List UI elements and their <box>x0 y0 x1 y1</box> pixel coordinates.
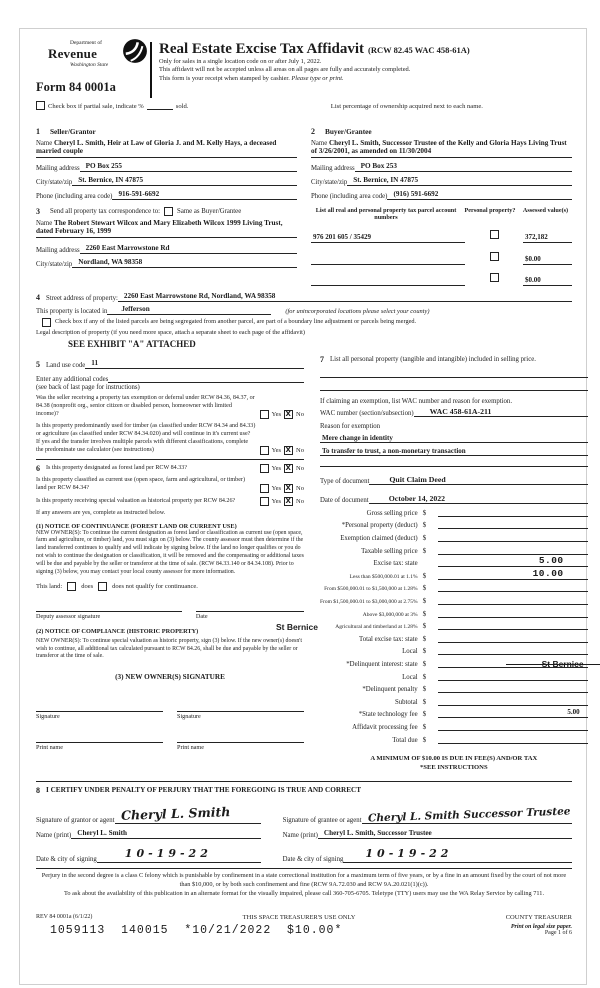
segregated-label: Check box if any of the listed parcels are being segregated from another parcel, are part of a boundary line adjustment or parcels being merged. <box>55 317 417 325</box>
no-label: No <box>296 464 304 472</box>
dept-of-label: Department of <box>70 40 102 46</box>
section-6-number: 6 <box>36 463 40 473</box>
seller-phone-field[interactable]: 916-591-6692 <box>112 190 297 200</box>
yes-checkbox[interactable] <box>260 497 269 506</box>
personal-property-deduct-field[interactable] <box>438 519 588 529</box>
personal-property-intro: List all personal property (tangible and intangible) included in selling price. <box>330 356 536 364</box>
personal-property-checkbox[interactable] <box>490 230 499 239</box>
grantee-signature-script: Cheryl L. Smith Successor Trustee <box>367 805 571 825</box>
grantor-signing-block <box>36 799 261 863</box>
grantee-date-label: Date & city of signing <box>282 856 344 864</box>
no-checkbox[interactable] <box>284 497 293 506</box>
grantor-signature-script: Cheryl L. Smith <box>120 804 231 824</box>
tax-row: Total excise tax: state $ <box>320 633 588 643</box>
dor-swirl-icon <box>122 38 148 64</box>
seller-name-label: Name <box>36 140 53 147</box>
seller-phone-label: Phone (including area code) <box>36 193 113 200</box>
st-bernice-struck-stamp: St Bernice <box>541 658 584 669</box>
seller-mailing-label: Mailing address <box>36 165 80 172</box>
tax-row: From $1,500,000.01 to $3,000,000 at 2.75% $ <box>320 595 588 605</box>
partial-sale-label: Check box if partial sale, indicate % <box>48 103 144 110</box>
grantor-date-label: Date & city of signing <box>36 856 97 864</box>
personal-property-field[interactable] <box>320 365 588 378</box>
no-checkbox[interactable] <box>284 410 293 419</box>
date-of-document-label: Date of document <box>320 497 369 505</box>
ownership-note: List percentage of ownership acquired next to each name. <box>330 103 483 110</box>
grantee-print-name-label: Name (print) <box>282 832 318 840</box>
additional-codes-note: (see back of last page for instructions) <box>36 384 140 392</box>
county-field[interactable]: Jefferson <box>107 305 271 315</box>
right-column <box>320 355 588 773</box>
segregated-checkbox[interactable] <box>42 318 51 327</box>
no-checkbox[interactable] <box>284 484 293 493</box>
st-bernice-stamp: St Bernice <box>275 621 318 632</box>
question-row <box>36 497 304 506</box>
correspondence-mailing-field[interactable]: 2260 East Marrowstone Rd <box>80 244 297 254</box>
grantee-signature-field[interactable] <box>362 805 573 824</box>
parcel-row <box>311 268 572 286</box>
grantor-date-field[interactable] <box>97 844 261 863</box>
print-name-label: Print name <box>177 744 204 752</box>
tax-row: Local $ <box>320 645 588 655</box>
street-address-field[interactable]: 2260 East Marrowstone Rd, Nordland, WA 98358 <box>118 292 572 302</box>
tax-row: Excise tax: state 5.00 <box>320 557 588 567</box>
agricultural-timberland-field[interactable] <box>438 620 588 630</box>
does-label: does <box>81 582 94 590</box>
print-name-label: Print name <box>36 744 63 752</box>
yes-label: Yes <box>271 446 282 454</box>
form-title-rcw: (RCW 82.45 WAC 458-61A) <box>368 45 470 55</box>
section-1-number: 1 <box>36 127 40 136</box>
question-row <box>36 423 304 455</box>
no-checkbox[interactable] <box>284 446 293 455</box>
state-technology-fee-value: 5.00 <box>567 708 580 717</box>
grantee-signing-block <box>283 799 572 863</box>
grantee-signature-label: Signature of grantee or agent <box>282 817 362 825</box>
buyer-name-label: Name <box>311 140 328 147</box>
tax-row: Total due $ <box>320 734 588 744</box>
perjury-text: Perjury in the second degree is a class C felony which is punishable by confinement in a state correctional institution for a maximum term of five years, or by a fine in an amount fixed by the court of not more than $10,000, or by both such confinement and fine (RCW 9A.72.030 and RCW 9A.20.021(1)(c)). <box>41 872 567 888</box>
type-or-print-note: Please type or print. <box>291 74 344 82</box>
header-note-1: Only for sales in a single location code on or after July 1, 2022. <box>159 58 322 65</box>
no-label: No <box>296 446 304 454</box>
section-buyer <box>311 121 572 200</box>
exemption-reason-field[interactable]: Mere change in identity <box>320 433 588 443</box>
personal-property-checkbox[interactable] <box>490 252 499 261</box>
parcel-row <box>311 247 572 265</box>
parcel-row <box>311 225 572 243</box>
new-owner-signature-heading: (3) NEW OWNER(S) SIGNATURE <box>115 673 225 682</box>
notice-2-heading: (2) NOTICE OF COMPLIANCE (HISTORIC PROPERTY) <box>36 627 199 635</box>
parcel-number-field[interactable]: 976 201 605 / 35429 <box>311 233 465 243</box>
section-property <box>36 292 572 349</box>
continuance-row <box>36 582 304 591</box>
no-label: No <box>296 484 304 492</box>
grantor-print-name-label: Name (print) <box>36 832 72 840</box>
new-owner-print-name-field[interactable] <box>36 732 163 743</box>
grantor-date-script: 10-19-22 <box>124 847 212 861</box>
section-8-number: 8 <box>36 786 40 796</box>
correspondence-intro: Send all property tax correspondence to: <box>50 208 161 215</box>
form-title: Real Estate Excise Tax Affidavit <box>159 41 364 57</box>
delinquent-penalty-field[interactable] <box>438 683 588 693</box>
new-owner-signature-field[interactable] <box>177 701 304 712</box>
grantee-date-field[interactable] <box>343 844 572 863</box>
subtotal-field[interactable] <box>438 696 588 706</box>
correspondence-name-label: Name <box>36 220 53 227</box>
left-column <box>36 355 318 773</box>
section-3-number: 3 <box>36 207 40 216</box>
partial-sale-checkbox[interactable] <box>36 101 45 110</box>
notice-2-body: NEW OWNER(S): To continue special valuation as historic property, sign (3) below. If the new owner(s) doesn't wish to continue, all additional tax calculated pursuant to RCW 84.26, shall be due and payable by the seller or transferor at the time of sale. <box>36 637 302 660</box>
question-text: Is this property receiving special valuation as historical property per RCW 84.26? <box>36 497 236 504</box>
perjury-notice <box>36 868 572 898</box>
seller-name-value: Cheryl L. Smith, Heir at Law of Gloria J. and M. Kelly Hays, a deceased married couple <box>36 139 277 155</box>
treasurer-receipt-stamp: 1059113 140015 *10/21/2022 $10.00* <box>50 924 343 938</box>
print-note: Print on legal size paper. <box>510 924 572 931</box>
date-of-document-field[interactable]: October 14, 2022 <box>369 494 588 504</box>
street-address-label: Street address of property: <box>46 295 118 303</box>
question-text: Was the seller receiving a property tax exemption or deferral under RCW 84.36, 84.37, or 84.38 (nonprofit org., senior citizen or disabled person, homeowner with limited income)? <box>36 395 255 418</box>
deputy-assessor-signature-field[interactable] <box>36 601 182 612</box>
yes-checkbox[interactable] <box>260 484 269 493</box>
question-row <box>36 395 304 419</box>
parcel-number-field[interactable] <box>311 255 465 265</box>
exemption-note: If claiming an exemption, list WAC number and reason for exemption. <box>320 398 513 406</box>
legal-description-label: Legal description of property (if you need more space, attach a separate sheet to each page of the affidavit) <box>36 329 305 337</box>
section-2-number: 2 <box>311 127 315 136</box>
correspondence-city-field[interactable]: Nordland, WA 98358 <box>72 258 297 268</box>
section-correspondence <box>36 207 297 286</box>
yes-label: Yes <box>271 484 282 492</box>
tax-row: Agricultural and timberland at 1.28% $ <box>320 620 588 630</box>
section-5-number: 5 <box>36 360 40 370</box>
question-row <box>36 477 304 493</box>
page-number: Page 1 of 6 <box>544 930 572 937</box>
reason-for-exemption-label: Reason for exemption <box>320 423 381 431</box>
does-checkbox[interactable] <box>67 582 76 591</box>
deputy-assessor-signature-label: Deputy assessor signature <box>36 612 101 620</box>
land-use-row <box>36 359 304 369</box>
assessed-value-col-header: Assessed value(s) <box>522 207 569 214</box>
land-use-code-field[interactable]: 11 <box>85 359 304 369</box>
form-number: Form 84 0001a <box>36 80 116 94</box>
tax-row: Less than $500,000.01 at 1.1% $ 10.00 <box>320 570 588 580</box>
question-text: Is this property predominantly used for timber (as classified under RCW 84.34 and 84.33) or agriculture (as classified under RCW 84.34.020) and will continue in it's current use? If yes and the transfer involves multiple parcels with different classifications, complete the predominate use calculator (see instructions) <box>36 423 256 453</box>
no-label: No <box>296 411 304 419</box>
wac-number-field[interactable]: WAC 458-61A-211 <box>414 407 588 417</box>
seller-city-field[interactable]: St. Bernice, IN 47875 <box>72 176 297 186</box>
question-text: Is this property classified as current use (open space, farm and agricultural, or timber) land per RCW 84.34? <box>36 476 245 491</box>
exemption-reason-field[interactable]: To transfer to trust, a non-monetary transaction <box>320 446 588 456</box>
exemption-reason-field[interactable] <box>320 456 588 467</box>
dor-logo <box>36 40 144 68</box>
header-note-3: This form is your receipt when stamped by cashier. <box>159 74 290 82</box>
question-text: Is this property designated as forest land per RCW 84.33? <box>46 464 188 471</box>
revenue-wordmark: Revenue <box>48 46 98 61</box>
taxable-selling-price-field[interactable] <box>438 545 588 555</box>
yes-checkbox[interactable] <box>260 410 269 419</box>
section-1-title: Seller/Grantor <box>50 127 96 136</box>
rate-tier-4-field[interactable] <box>438 608 588 618</box>
buyer-phone-field[interactable]: (916) 591-6692 <box>387 190 572 200</box>
type-of-document-label: Type of document <box>320 478 370 486</box>
rev-number: REV 84 0001a (6/1/22) <box>36 914 93 921</box>
personal-property-col-header: Personal property? <box>464 207 516 214</box>
deputy-date-field[interactable] <box>196 601 304 612</box>
located-in-label: This property is located in <box>36 308 108 316</box>
does-not-label: does not qualify for continuance. <box>112 582 198 590</box>
buyer-mailing-field[interactable]: PO Box 253 <box>355 162 572 172</box>
total-excise-state-field[interactable] <box>438 633 588 643</box>
this-land-label: This land: <box>36 582 63 590</box>
tax-row: From $500,000.01 to $1,500,000 at 1.28% $ <box>320 582 588 592</box>
tax-row: Affidavit processing fee $ <box>320 721 588 731</box>
washington-state-label: Washington State <box>70 62 109 68</box>
gross-selling-price-field[interactable] <box>438 507 588 517</box>
parcel-table <box>311 207 572 286</box>
exemption-claimed-field[interactable] <box>438 532 588 542</box>
buyer-city-field[interactable]: St. Bernice, IN 47875 <box>347 176 572 186</box>
no-label: No <box>296 497 304 505</box>
tax-row: Taxable selling price $ <box>320 545 588 555</box>
does-not-checkbox[interactable] <box>98 582 107 591</box>
excise-tax-state-field[interactable] <box>438 557 588 567</box>
grantee-date-script: 10-19-22 <box>365 847 453 861</box>
correspondence-city-label: City/state/zip <box>36 261 73 268</box>
yes-checkbox[interactable] <box>260 446 269 455</box>
section-certify <box>36 781 572 795</box>
grantor-signature-field[interactable] <box>115 805 261 824</box>
section-4-number: 4 <box>36 293 40 303</box>
certify-statement: I CERTIFY UNDER PENALTY OF PERJURY THAT THE FOREGOING IS TRUE AND CORRECT <box>46 786 361 795</box>
accessibility-text: To ask about the availability of this publication in an alternate format for the visually impaired, please call 360-705-6705. Teletype (TTY) users may use the WA Relay Service by calling 711. <box>63 889 545 897</box>
rate-tier-3-field[interactable] <box>438 595 588 605</box>
tax-row: Exemption claimed (deduct) $ <box>320 532 588 542</box>
seller-city-label: City/state/zip <box>36 179 73 186</box>
same-as-buyer-label: Same as Buyer/Grantee <box>177 208 242 215</box>
tax-row: Above $3,000,000 at 3% $ <box>320 608 588 618</box>
delinquent-interest-local-field[interactable] <box>438 671 588 681</box>
yes-label: Yes <box>271 411 282 419</box>
tax-row: *Delinquent penalty $ <box>320 683 588 693</box>
buyer-phone-label: Phone (including area code) <box>311 193 388 200</box>
grantor-signature-label: Signature of grantor or agent <box>36 817 115 825</box>
county-note: (for unincorporated locations please select your county) <box>285 308 430 316</box>
correspondence-name-value: The Robert Stewart Wilcox and Mary Elizabeth Wilcox 1999 Living Trust, dated February 16, 1999 <box>36 219 283 235</box>
rate-tier-1-stamp-value: 10.00 <box>532 567 564 579</box>
new-owner-signature-field[interactable] <box>36 701 163 712</box>
excise-state-stamp-value: 5.00 <box>538 555 564 567</box>
section-6-divider <box>36 459 304 460</box>
county-treasurer-label: COUNTY TREASURER <box>505 914 572 922</box>
notice-1-body: NEW OWNER(S): To continue the current designation as forest land or classification as current use (open space, farm and agriculture, or timber) land, you must sign on (3) below. The county assessor must then determine if the land transferred continues to qualify and will indicate by signing below. If the land no longer qualifies or you do not wish to continue the designation or classification, it will be removed and the compensating or additional taxes will be due and payable by the seller or transferor at the time of sale. (RCW 84.33.140 or 84.34.108). Prior to signing (3) below, you may contact your local county assessor for more information. <box>36 529 304 575</box>
assessed-value-field[interactable]: $0.00 <box>523 276 572 286</box>
additional-codes-field[interactable] <box>108 373 304 383</box>
section-2-title: Buyer/Grantee <box>325 127 372 136</box>
partial-sale-row <box>36 101 572 110</box>
section-7-number: 7 <box>320 355 324 365</box>
total-excise-local-field[interactable] <box>438 645 588 655</box>
buyer-city-label: City/state/zip <box>311 179 348 186</box>
same-as-buyer-checkbox[interactable] <box>164 207 173 216</box>
signature-label: Signature <box>36 713 60 721</box>
form-footer <box>36 914 572 921</box>
assessed-value-field[interactable]: 372,182 <box>523 233 572 243</box>
tax-row: *Personal property (deduct) $ <box>320 519 588 529</box>
personal-property-field[interactable] <box>320 378 588 391</box>
buyer-name-value: Cheryl L. Smith, Successor Trustee of the Kelly and Gloria Hays Living Trust of 3/26/2001, as amended on 11/30/2004 <box>311 139 567 155</box>
tax-row: Local $ <box>320 671 588 681</box>
wac-number-label: WAC number (section/subsection) <box>320 410 414 418</box>
seller-mailing-field[interactable]: PO Box 255 <box>80 162 297 172</box>
followup-note: If any answers are yes, complete as instructed below. <box>36 509 166 516</box>
signature-label: Signature <box>177 713 201 721</box>
assessed-value-field[interactable]: $0.00 <box>523 255 572 265</box>
grantee-print-name-field[interactable]: Cheryl L. Smith, Successor Trustee <box>318 829 572 839</box>
header-divider <box>150 42 152 98</box>
additional-codes-label: Enter any additional codes <box>36 376 109 384</box>
rate-tier-2-field[interactable] <box>438 582 588 592</box>
see-instructions-note: *SEE INSTRUCTIONS <box>420 764 488 772</box>
no-checkbox[interactable] <box>284 464 293 473</box>
correspondence-mailing-label: Mailing address <box>36 247 80 254</box>
minimum-due-note: A MINIMUM OF $10.00 IS DUE IN FEE(S) AND/OR TAX <box>370 754 538 762</box>
yes-label: Yes <box>271 464 282 472</box>
deputy-date-label: Date <box>195 612 208 620</box>
total-due-field[interactable] <box>438 734 588 744</box>
buyer-mailing-label: Mailing address <box>311 165 355 172</box>
tax-row: *State technology fee $ 5.00 <box>320 708 588 718</box>
partial-sale-percent-field[interactable] <box>147 102 173 110</box>
parcel-number-field[interactable] <box>311 276 465 286</box>
yes-checkbox[interactable] <box>260 464 269 473</box>
tax-row: Subtotal $ <box>320 696 588 706</box>
delinquent-interest-state-field[interactable] <box>438 658 588 668</box>
treasurer-use-label: THIS SPACE TREASURER'S USE ONLY <box>242 914 356 922</box>
type-of-document-field[interactable]: Quit Claim Deed <box>369 475 587 485</box>
form-header <box>36 40 572 98</box>
tax-row: *Delinquent interest: state $ St Bernice <box>320 658 588 668</box>
yes-label: Yes <box>271 497 282 505</box>
state-technology-fee-field[interactable] <box>438 708 588 718</box>
grantor-print-name-field[interactable]: Cheryl L. Smith <box>71 829 260 839</box>
land-use-label: Land use code <box>46 362 86 370</box>
parcel-col-header: List all real and personal property tax parcel account numbers <box>315 207 457 222</box>
personal-property-checkbox[interactable] <box>490 273 499 282</box>
new-owner-print-name-field[interactable] <box>177 732 304 743</box>
header-note-2: This affidavit will not be accepted unless all areas on all pages are fully and accurately completed. <box>159 66 411 74</box>
section-seller <box>36 121 297 200</box>
legal-description-value: SEE EXHIBIT "A" ATTACHED <box>68 339 196 350</box>
question-row <box>36 464 304 473</box>
partial-sale-suffix: sold. <box>175 103 189 110</box>
affidavit-processing-fee-field[interactable] <box>438 721 588 731</box>
tax-row: Gross selling price $ <box>320 507 588 517</box>
notice-1-heading: (1) NOTICE OF CONTINUANCE (FOREST LAND OR CURRENT USE) <box>36 522 237 530</box>
